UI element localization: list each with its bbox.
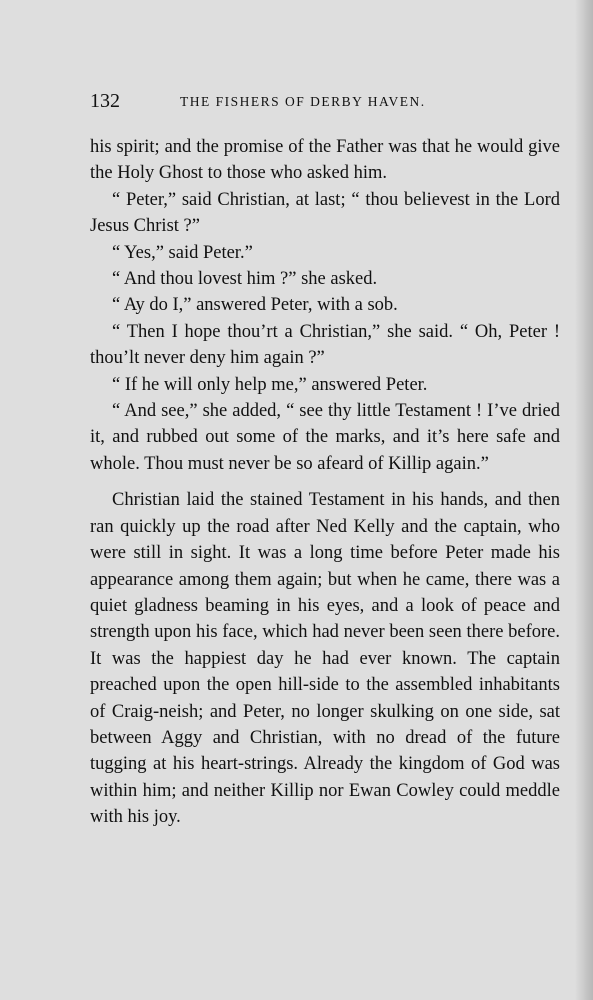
paragraph-6: “ Then I hope thou’rt a Christian,” she said. “ Oh, Peter ! thou’lt never deny him again ?” bbox=[90, 321, 560, 369]
paragraph-3: “ Yes,” said Peter.” bbox=[112, 242, 253, 263]
paragraph-4: “ And thou lovest him ?” she asked. bbox=[112, 269, 378, 290]
paragraph-7: “ If he will only help me,” answered Peter. bbox=[112, 374, 428, 395]
running-head bbox=[90, 90, 560, 116]
page-number: 132 bbox=[90, 90, 120, 112]
paragraph-8: “ And see,” she added, “ see thy little Testament ! I’ve dried it, and rubbed out some of the marks, and it’s here safe and whole. Thou must never be so afeard of Killip again.” bbox=[90, 401, 560, 474]
paragraph-2: “ Peter,” said Christian, at last; “ thou believest in the Lord Jesus Christ ?” bbox=[90, 189, 560, 237]
paragraph-9: Christian laid the stained Testament in his hands, and then ran quickly up the road after Ned Kelly and the captain, who were still in sight. It was a long time before Peter made his appearance among them again; but when he came, there was a quiet gladness beaming in his eyes, and a look of peace and strength upon his face, which had never been seen there before. It was the happiest day he had ever known. The captain preached upon the open hill-side to the assembled inhabitants of Craig-neish; and Peter, no longer skulking on one side, sat between Aggy and Christian, with no dread of the future tugging at his heart-strings. Already the kingdom of God was within him; and neither Killip nor Ewan Cowley could meddle with his joy. bbox=[90, 490, 560, 828]
page-edge-shadow bbox=[575, 0, 593, 1000]
paragraph-5: “ Ay do I,” answered Peter, with a sob. bbox=[112, 295, 398, 316]
body-text bbox=[90, 134, 560, 831]
paragraph-1: his spirit; and the promise of the Father was that he would give the Holy Ghost to those who asked him. bbox=[90, 137, 560, 184]
running-title: THE FISHERS OF DERBY HAVEN. bbox=[180, 94, 426, 109]
